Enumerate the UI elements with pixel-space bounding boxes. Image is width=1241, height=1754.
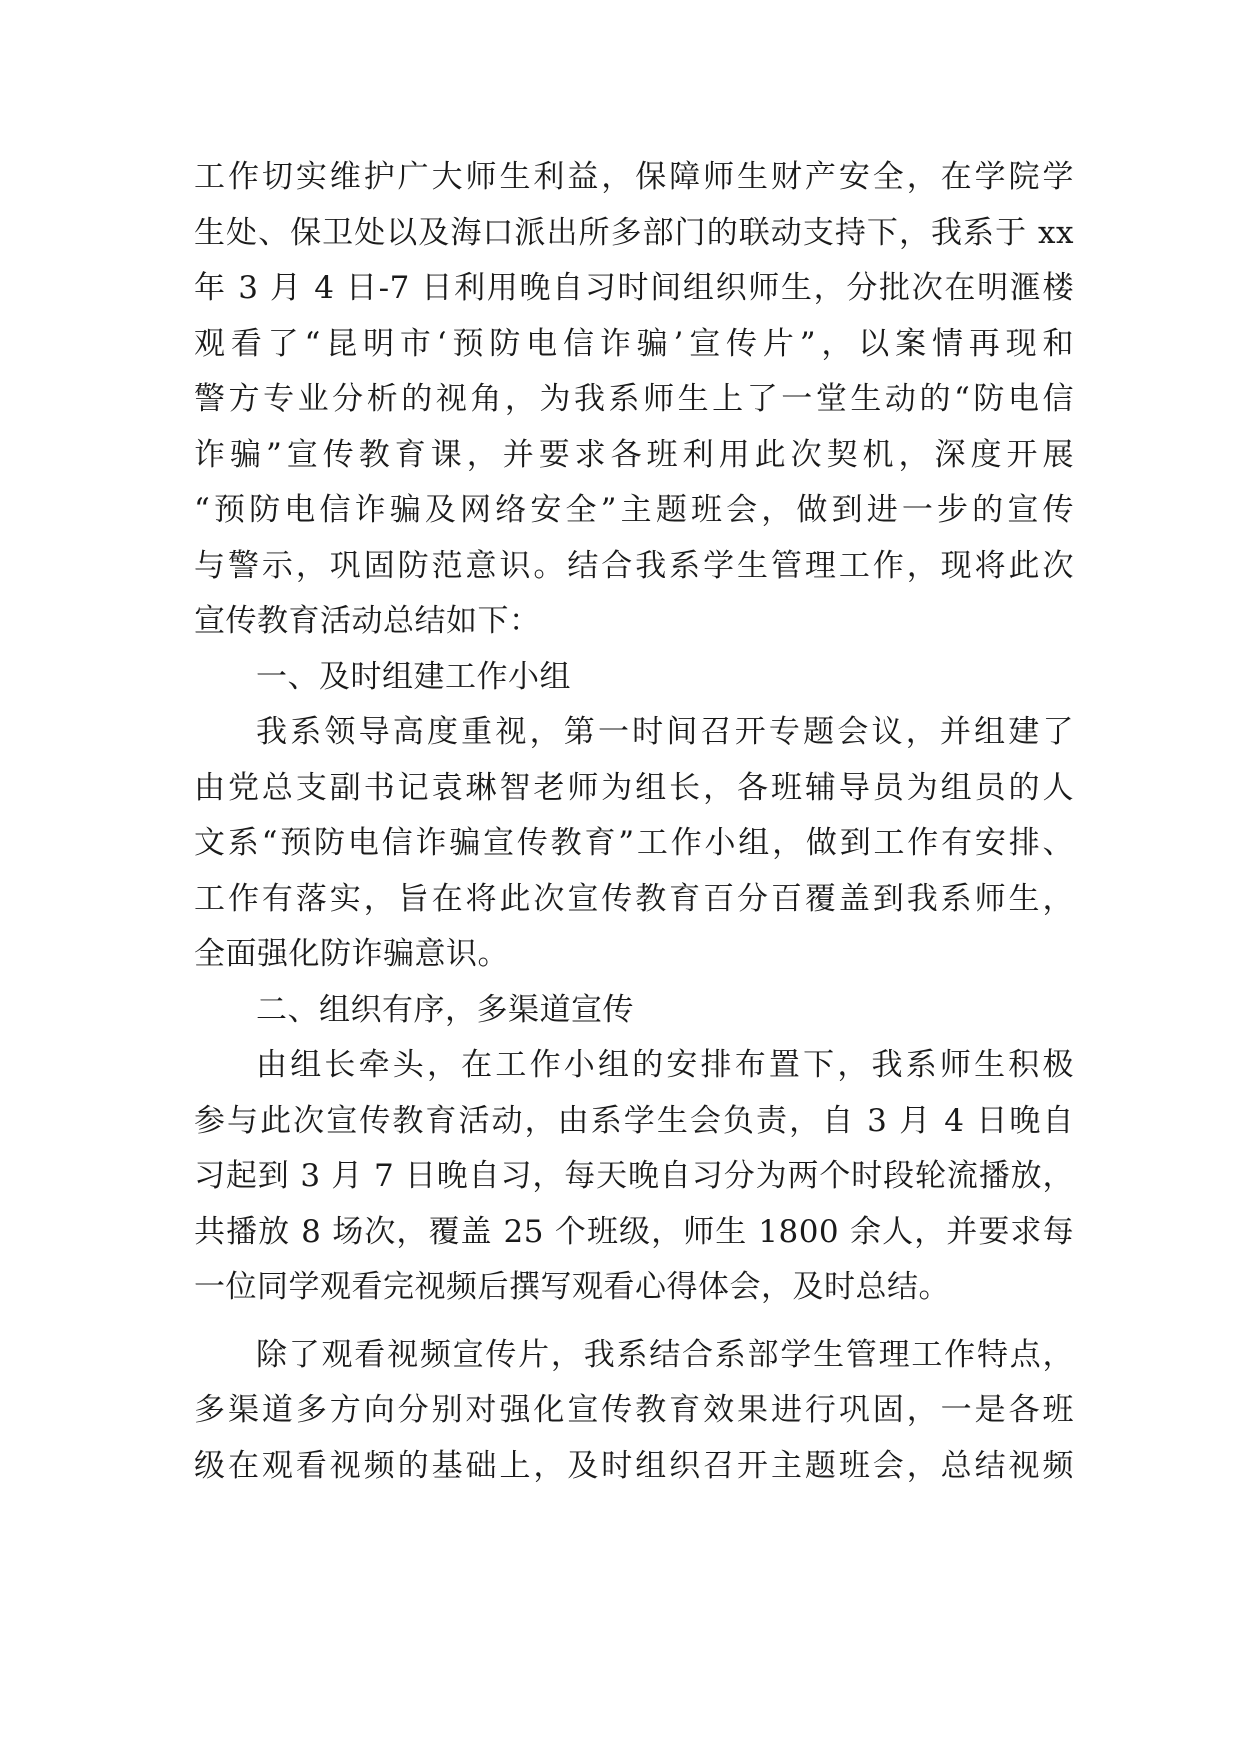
text-line: “预防电信诈骗及网络安全”主题班会，做到进一步的宣传 xyxy=(194,492,1074,528)
paragraph-spacing xyxy=(194,1316,1074,1328)
intro-paragraph xyxy=(194,150,1074,650)
text-line: 全面强化防诈骗意识。 xyxy=(194,936,509,972)
text-line: 工作有落实，旨在将此次宣传教育百分百覆盖到我系师生， xyxy=(194,880,1074,917)
section-2-paragraph-1 xyxy=(194,1038,1074,1316)
section-heading-2: 二、组织有序，多渠道宣传 xyxy=(256,991,634,1028)
text-line: 级在观看视频的基础上，及时组织召开主题班会，总结视频 xyxy=(194,1447,1074,1484)
text-line: 与警示，巩固防范意识。结合我系学生管理工作，现将此次 xyxy=(194,547,1074,584)
section-1-paragraph xyxy=(194,705,1074,983)
section-heading-1: 一、及时组建工作小组 xyxy=(256,658,571,695)
text-line: 共播放 8 场次，覆盖 25 个班级，师生 1800 余人，并要求每 xyxy=(194,1213,1074,1250)
text-line: 多渠道多方向分别对强化宣传教育效果进行巩固，一是各班 xyxy=(194,1392,1074,1428)
text-line: 参与此次宣传教育活动，由系学生会负责，自 3 月 4 日晚自 xyxy=(194,1102,1074,1139)
text-line: 诈骗”宣传教育课，并要求各班利用此次契机，深度开展 xyxy=(194,436,1074,473)
text-line: 由党总支副书记袁琳智老师为组长，各班辅导员为组员的人 xyxy=(194,769,1074,806)
text-line: 警方专业分析的视角，为我系师生上了一堂生动的“防电信 xyxy=(194,381,1074,417)
text-line: 年 3 月 4 日-7 日利用晚自习时间组织师生，分批次在明滙楼 xyxy=(194,270,1074,306)
text-line: 生处、保卫处以及海口派出所多部门的联动支持下，我系于 xx xyxy=(194,214,1074,251)
text-line: 文系“预防电信诈骗宣传教育”工作小组，做到工作有安排、 xyxy=(194,825,1074,861)
section-2-paragraph-2 xyxy=(194,1328,1074,1495)
text-line: 除了观看视频宣传片，我系结合系部学生管理工作特点， xyxy=(256,1336,1074,1373)
text-line: 由组长牵头，在工作小组的安排布置下，我系师生积极 xyxy=(256,1047,1074,1083)
text-line: 工作切实维护广大师生利益，保障师生财产安全，在学院学 xyxy=(194,159,1074,195)
text-line: 宣传教育活动总结如下： xyxy=(194,603,541,639)
text-line: 习起到 3 月 7 日晚自习，每天晚自习分为两个时段轮流播放， xyxy=(194,1158,1074,1194)
document-body xyxy=(194,150,1074,1494)
text-line: 一位同学观看完视频后撰写观看心得体会，及时总结。 xyxy=(194,1269,950,1305)
text-line: 我系领导高度重视，第一时间召开专题会议，并组建了 xyxy=(256,714,1074,750)
text-line: 观看了“昆明市‘预防电信诈骗’宣传片”，以案情再现和 xyxy=(194,325,1074,362)
